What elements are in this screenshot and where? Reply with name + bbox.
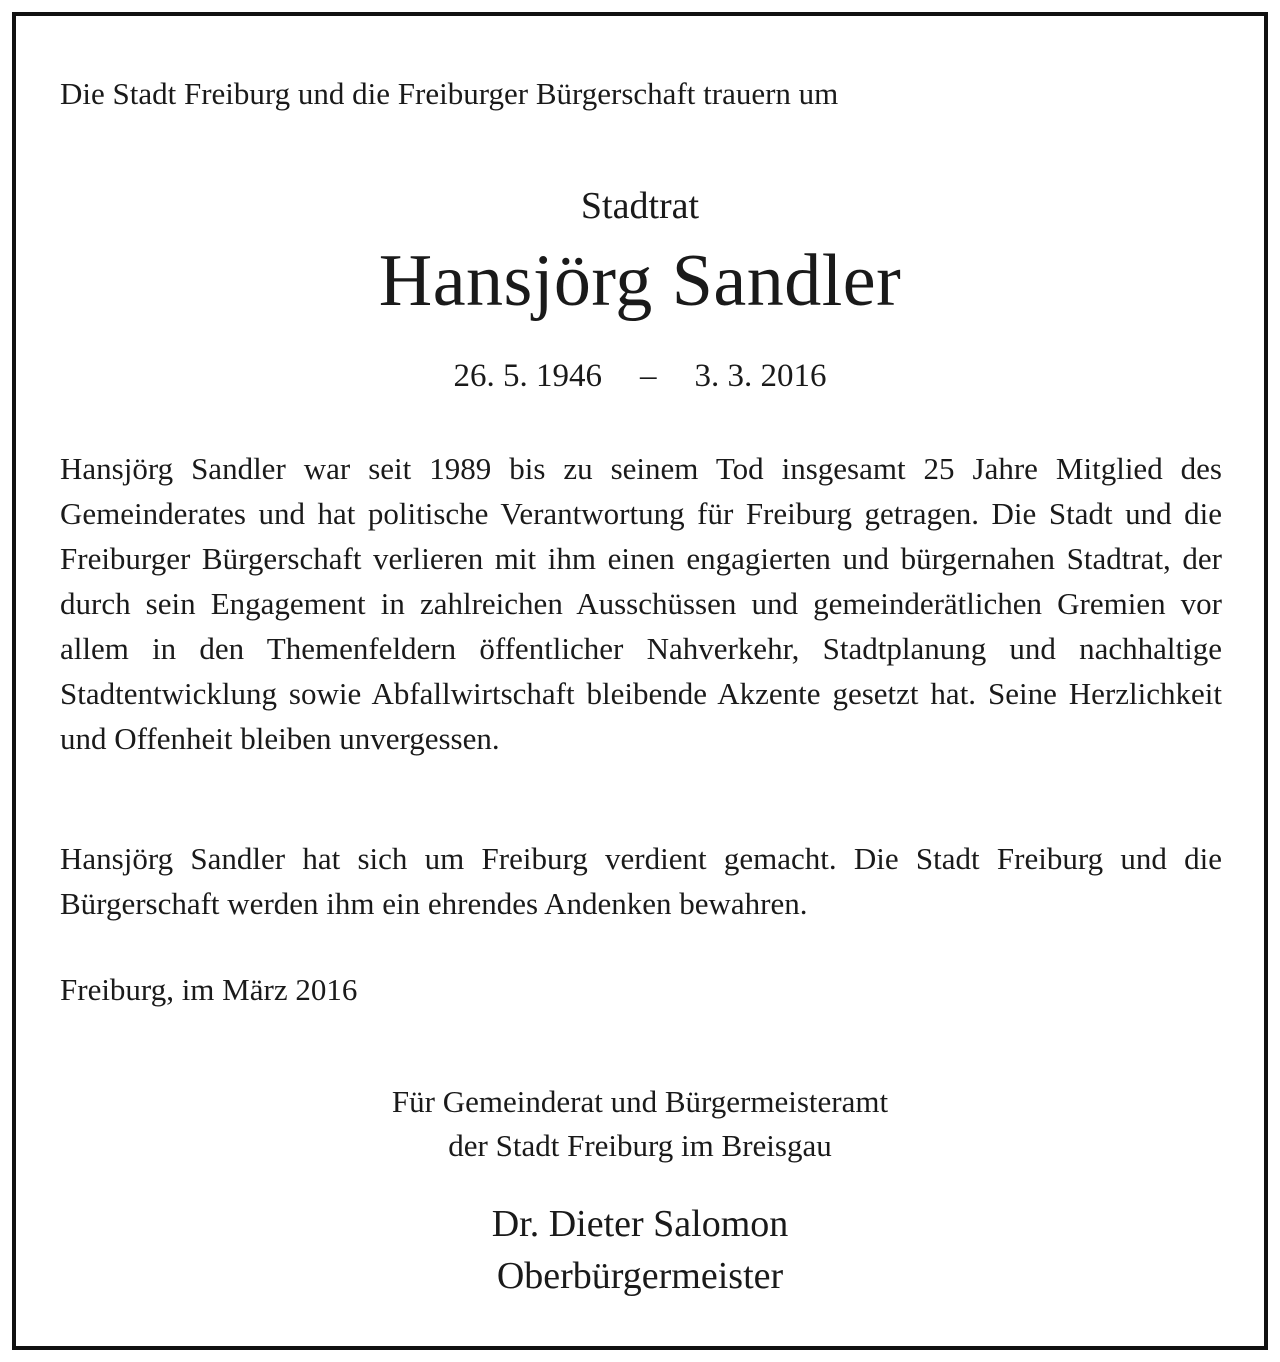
- birth-date: 26. 5. 1946: [453, 358, 602, 394]
- death-date: 3. 3. 2016: [694, 358, 827, 394]
- date-separator: –: [640, 358, 657, 394]
- closing-paragraph: Hansjörg Sandler hat sich um Freiburg verdient gemacht. Die Stadt Freiburg und die Bürgerschaft werden ihm ein ehrendes Andenken bewahren.: [60, 841, 1222, 921]
- place-and-date: Freiburg, im März 2016: [60, 972, 358, 1007]
- deceased-title: Stadtrat: [580, 185, 700, 227]
- life-dates: [0, 355, 1280, 397]
- deceased-name: Hansjörg Sandler: [378, 240, 902, 322]
- signer-role: Oberbürgermeister: [496, 1255, 784, 1297]
- intro-line: Die Stadt Freiburg und die Freiburger Bürgerschaft trauern um: [60, 76, 839, 111]
- tribute-paragraph: Hansjörg Sandler war seit 1989 bis zu seinem Tod insgesamt 25 Jahre Mitglied des Gemeinderates und hat politische Verantwortung für Freiburg getragen. Die Stadt und die Freiburger Bürgerschaft verlieren mit ihm einen engagierten und bürgernahen Stadtrat, der durch sein Engagement in zahlreichen Ausschüssen und gemeinderätlichen Gremien vor allem in den Themenfeldern öffentlicher Nahverkehr, Stadtplanung und nachhaltige Stadtentwicklung sowie Abfallwirtschaft bleibende Akzente gesetzt hat. Seine Herzlichkeit und Offenheit bleiben unvergessen.: [60, 451, 1222, 756]
- on-behalf-line-2: der Stadt Freiburg im Breisgau: [448, 1128, 832, 1163]
- on-behalf-line-1: Für Gemeinderat und Bürgermeisteramt: [391, 1084, 889, 1119]
- signer-name: Dr. Dieter Salomon: [491, 1203, 789, 1245]
